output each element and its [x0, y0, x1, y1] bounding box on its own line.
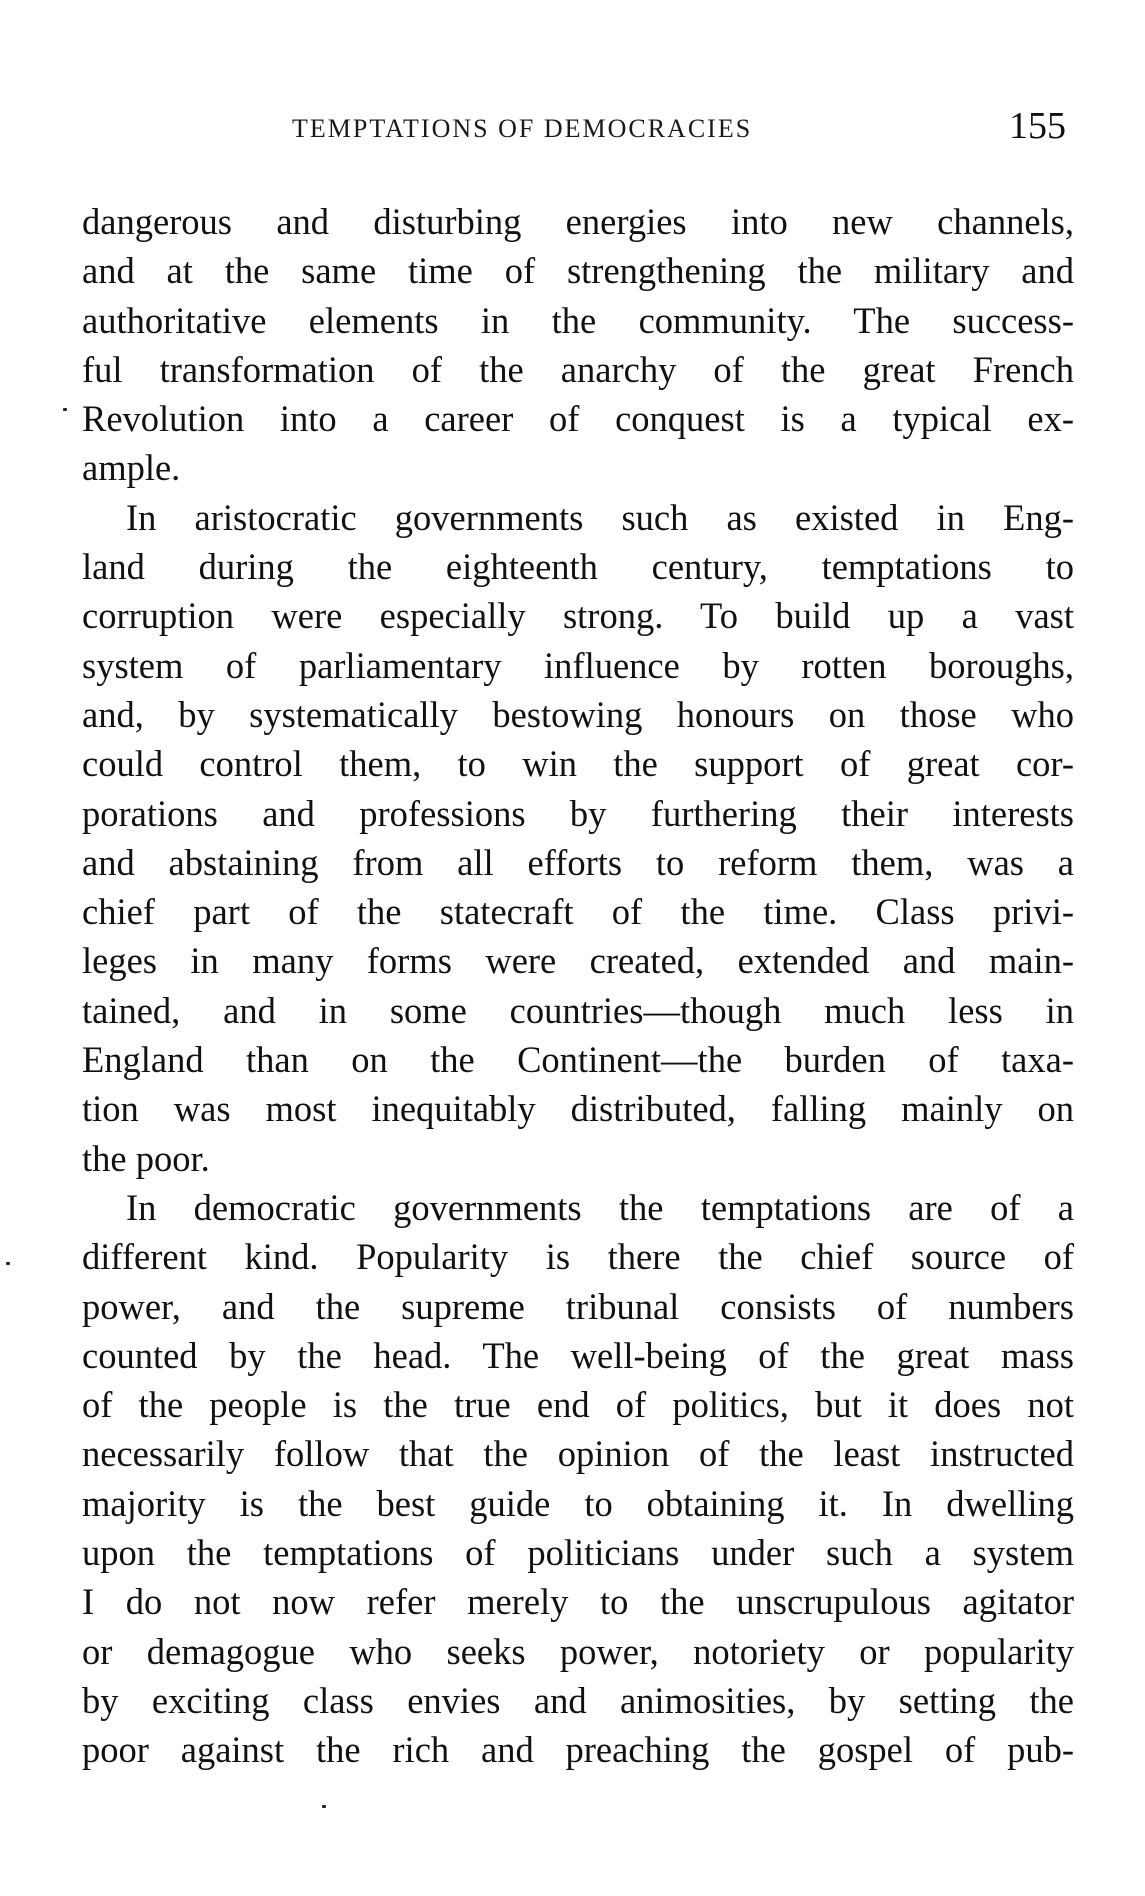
text-line: leges in many forms were created, extended and main-	[82, 940, 1074, 982]
text-line: dangerous and disturbing energies into new channels,	[82, 201, 1074, 242]
print-speck	[6, 1262, 10, 1265]
text-line: tion was most inequitably distributed, falling mainly on	[82, 1088, 1074, 1130]
running-header	[82, 105, 1074, 158]
text-line: system of parliamentary influence by rotten boroughs,	[82, 644, 1074, 686]
text-line: necessarily follow that the opinion of the least instructed	[82, 1433, 1074, 1475]
text-line: land during the eighteenth century, temptations to	[82, 546, 1074, 588]
text-line: or demagogue who seeks power, notoriety or popularity	[82, 1630, 1074, 1672]
text-line: ample.	[82, 447, 181, 489]
text-line: I do not now refer merely to the unscrupulous agitator	[82, 1581, 1074, 1623]
text-line-paragraph-start: In democratic governments the temptations are of a	[126, 1186, 1074, 1228]
text-line: corruption were especially strong. To build up a vast	[82, 595, 1074, 637]
text-line: poor against the rich and preaching the gospel of pub-	[82, 1729, 1074, 1771]
text-line: tained, and in some countries—though much less in	[82, 989, 1074, 1031]
text-line: by exciting class envies and animosities, by setting the	[82, 1679, 1074, 1721]
print-speck	[63, 408, 67, 411]
text-line: authoritative elements in the community. The success-	[82, 299, 1074, 341]
text-line: could control them, to win the support of great cor-	[82, 743, 1074, 785]
text-line: the poor.	[82, 1137, 210, 1179]
text-line: and, by systematically bestowing honours on those who	[82, 693, 1074, 735]
text-line: upon the temptations of politicians under such a system	[82, 1532, 1074, 1574]
text-line: and abstaining from all efforts to reform them, was a	[82, 841, 1074, 883]
text-line: porations and professions by furthering their interests	[82, 792, 1074, 834]
text-line: and at the same time of strengthening the military and	[82, 250, 1074, 292]
text-line: England than on the Continent—the burden of taxa-	[82, 1039, 1074, 1081]
text-line: Revolution into a career of conquest is a typical ex-	[82, 398, 1074, 440]
text-line: of the people is the true end of politics, but it does not	[82, 1384, 1074, 1426]
text-line-paragraph-start: In aristocratic governments such as existed in Eng-	[126, 496, 1074, 538]
text-line: power, and the supreme tribunal consists of numbers	[82, 1285, 1074, 1327]
running-title: TEMPTATIONS OF DEMOCRACIES	[292, 114, 753, 143]
print-speck	[322, 1805, 326, 1808]
text-line: counted by the head. The well-being of the great mass	[82, 1334, 1074, 1376]
text-line: chief part of the statecraft of the time. Class privi-	[82, 891, 1074, 933]
page-number: 155	[1009, 105, 1066, 147]
body-text	[82, 197, 1074, 1775]
text-line: majority is the best guide to obtaining it. In dwelling	[82, 1482, 1074, 1524]
text-line: different kind. Popularity is there the chief source of	[82, 1236, 1074, 1278]
text-line: ful transformation of the anarchy of the great French	[82, 348, 1074, 390]
